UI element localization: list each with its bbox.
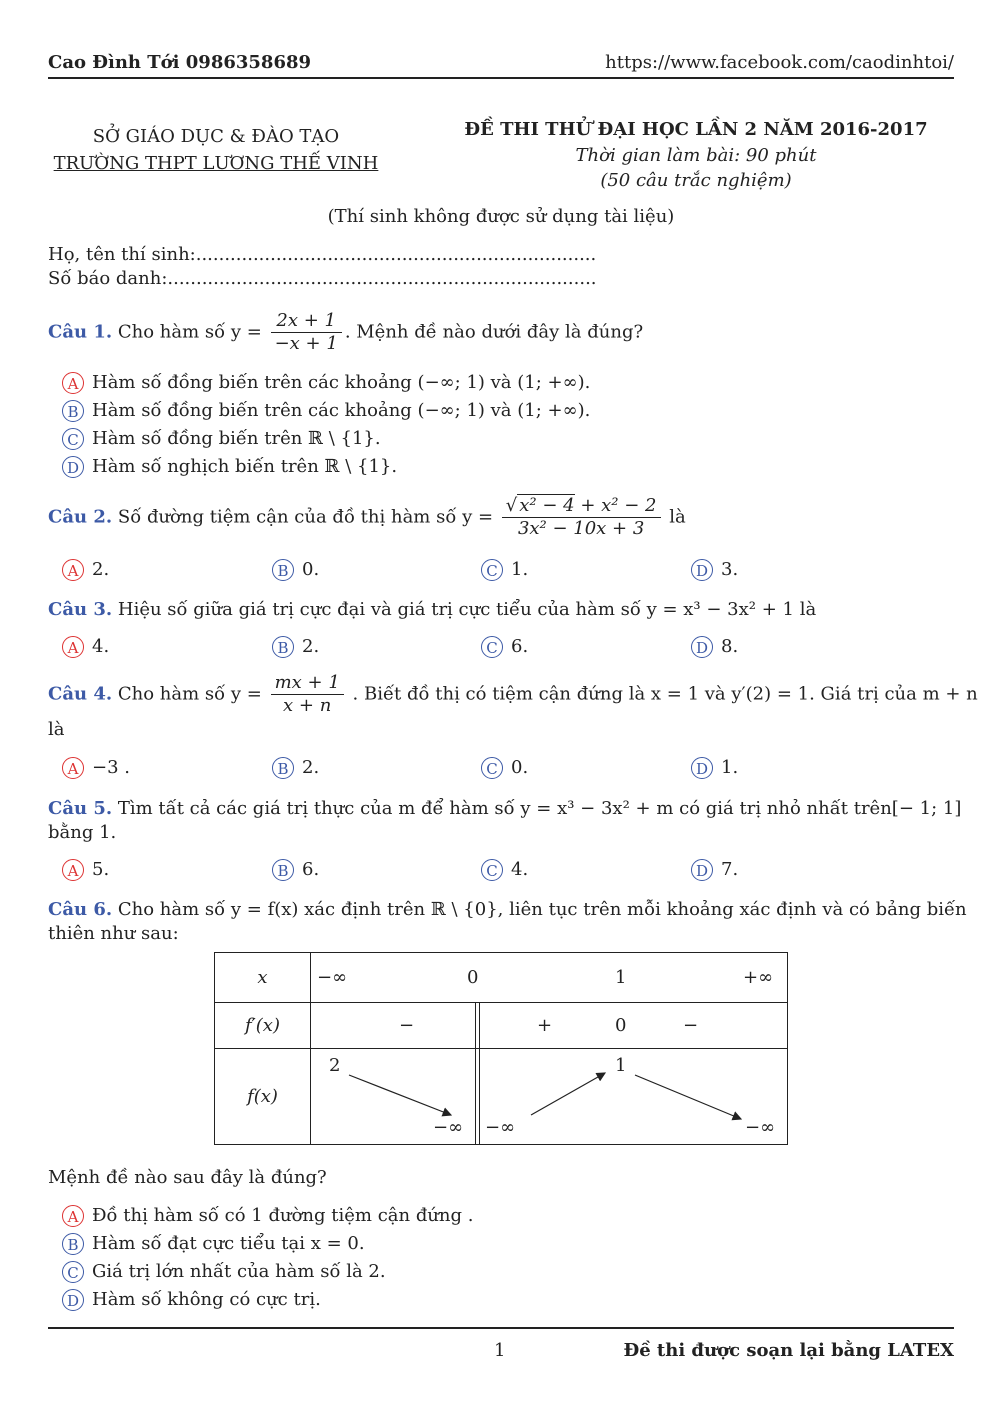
question-text: Cho hàm số y =	[117, 683, 262, 705]
q6-option-d[interactable]	[62, 1288, 321, 1312]
option-text: 6.	[511, 636, 529, 657]
question-6-continued: thiên như sau:	[48, 923, 179, 944]
question-6-prompt: Mệnh đề nào sau đây là đúng?	[48, 1167, 327, 1188]
question-2	[48, 495, 686, 540]
option-text: 2.	[302, 636, 320, 657]
option-letter: B	[62, 400, 84, 422]
question-text: . Biết đồ thị có tiệm cận đứng là x = 1 và y′(2) = 1. Giá trị của m + n	[352, 683, 978, 705]
question-text: là	[669, 506, 686, 528]
option-text: Hàm số đồng biến trên ℝ \ {1}.	[92, 428, 381, 449]
option-text: 6.	[302, 859, 320, 880]
sign-minus: −	[399, 1015, 415, 1036]
q3-option-c[interactable]	[481, 635, 528, 659]
header-rule	[48, 77, 954, 79]
option-text: Đồ thị hàm số có 1 đường tiệm cận đứng .	[92, 1205, 474, 1226]
question-text: . Mệnh đề nào dưới đây là đúng?	[344, 321, 644, 343]
x-values-row	[311, 953, 788, 1003]
q6-option-a[interactable]	[62, 1204, 474, 1228]
option-text: 1.	[511, 559, 529, 580]
option-text: Hàm số đồng biến trên các khoảng (−∞; 1) và (1; +∞).	[92, 372, 591, 393]
fraction	[271, 672, 344, 717]
numerator: √ x² − 4 + x² − 2	[502, 495, 661, 518]
question-1	[48, 310, 643, 355]
option-text: Giá trị lớn nhất của hàm số là 2.	[92, 1261, 386, 1282]
question-4-continued: là	[48, 719, 65, 740]
q1-option-b[interactable]	[62, 399, 590, 423]
x-pos-infinity: +∞	[743, 967, 774, 988]
question-5	[48, 797, 961, 821]
option-text: 1.	[721, 757, 739, 778]
f-value-two: 2	[329, 1055, 341, 1076]
q1-option-d[interactable]	[62, 455, 397, 479]
option-letter: A	[62, 636, 84, 658]
sqrt-radicand: x² − 4	[519, 495, 575, 516]
denominator: 3x² − 10x + 3	[517, 518, 645, 539]
option-letter: B	[272, 559, 294, 581]
q5-option-b[interactable]	[272, 858, 319, 882]
question-3	[48, 598, 816, 622]
arrow-up	[531, 1073, 605, 1115]
variation-table	[214, 952, 788, 1145]
option-text: Hàm số không có cực trị.	[92, 1289, 321, 1310]
q3-option-b[interactable]	[272, 635, 319, 659]
option-text: 5.	[92, 859, 110, 880]
variation-arrows	[311, 1049, 787, 1145]
q4-option-c[interactable]	[481, 756, 528, 780]
q3-option-d[interactable]	[691, 635, 738, 659]
school-department: SỞ GIÁO DỤC & ĐÀO TẠO	[92, 126, 340, 147]
question-5-continued: bằng 1.	[48, 822, 117, 843]
option-letter: B	[272, 757, 294, 779]
option-letter: A	[62, 859, 84, 881]
denominator: −x + 1	[274, 333, 338, 354]
footer-rule	[48, 1327, 954, 1329]
option-text: 0.	[511, 757, 529, 778]
x-zero: 0	[467, 967, 479, 988]
q6-option-c[interactable]	[62, 1260, 386, 1284]
q2-option-b[interactable]	[272, 558, 319, 582]
option-letter: C	[481, 757, 503, 779]
option-letter: D	[691, 636, 713, 658]
question-label: Câu 2.	[48, 506, 113, 528]
option-letter: A	[62, 1205, 84, 1227]
x-label: x	[215, 953, 311, 1003]
option-text: 2.	[92, 559, 110, 580]
q5-option-a[interactable]	[62, 858, 109, 882]
option-text: 4.	[511, 859, 529, 880]
function-row	[311, 1049, 788, 1145]
option-letter: B	[272, 859, 294, 881]
option-text: 8.	[721, 636, 739, 657]
option-text: Hàm số nghịch biến trên ℝ \ {1}.	[92, 456, 398, 477]
option-letter: D	[691, 859, 713, 881]
fraction	[502, 495, 661, 540]
question-4	[48, 672, 978, 717]
numerator-rest: + x² − 2	[574, 495, 657, 516]
q1-option-c[interactable]	[62, 427, 381, 451]
f-value-neg-inf: −∞	[745, 1117, 776, 1138]
q4-option-b[interactable]	[272, 756, 319, 780]
option-text: 4.	[92, 636, 110, 657]
derivative-label: f′(x)	[215, 1003, 311, 1049]
option-text: 7.	[721, 859, 739, 880]
question-label: Câu 1.	[48, 321, 113, 343]
option-text: −3 .	[92, 757, 130, 778]
option-letter: C	[481, 559, 503, 581]
exam-page	[48, 0, 978, 1415]
numerator: mx + 1	[271, 672, 344, 695]
question-text: Cho hàm số y = f(x) xác định trên ℝ \ {0}, liên tục trên mỗi khoảng xác định và có bảng biến	[117, 899, 967, 920]
option-letter: C	[481, 859, 503, 881]
option-letter: D	[691, 757, 713, 779]
option-letter: D	[62, 456, 84, 478]
question-text: Cho hàm số y =	[117, 321, 262, 343]
exam-question-count: (50 câu trắc nghiệm)	[600, 170, 792, 191]
arrow-down-1	[349, 1075, 451, 1115]
f-value-neg-inf: −∞	[433, 1117, 464, 1138]
q1-option-a[interactable]	[62, 371, 590, 395]
author-header: Cao Đình Tới 0986358689	[48, 52, 312, 73]
sign-plus: +	[537, 1015, 553, 1036]
option-text: 2.	[302, 757, 320, 778]
derivative-zero: 0	[615, 1015, 627, 1036]
option-letter: A	[62, 372, 84, 394]
option-letter: B	[272, 636, 294, 658]
page-number: 1	[494, 1340, 506, 1361]
question-text: Tìm tất cả các giá trị thực của m để hàm số y = x³ − 3x² + m có giá trị nhỏ nhất trên[− 1; 1]	[117, 798, 962, 819]
exam-time: Thời gian làm bài: 90 phút	[575, 145, 817, 166]
q4-option-d[interactable]	[691, 756, 738, 780]
q2-option-d[interactable]	[691, 558, 738, 582]
numerator: 2x + 1	[271, 310, 342, 333]
option-letter: A	[62, 559, 84, 581]
f-value-one: 1	[615, 1055, 627, 1076]
question-label: Câu 6.	[48, 899, 113, 920]
candidate-name-line: Họ, tên thí sinh:......................................................................	[48, 244, 597, 265]
question-text: Số đường tiệm cận của đồ thị hàm số y =	[117, 506, 494, 528]
option-letter: C	[62, 428, 84, 450]
f-value-neg-inf: −∞	[485, 1117, 516, 1138]
fraction	[271, 310, 342, 355]
option-letter: C	[62, 1261, 84, 1283]
option-text: 0.	[302, 559, 320, 580]
option-letter: B	[62, 1233, 84, 1255]
footer-credit: Đề thi được soạn lại bằng LATEX	[623, 1340, 954, 1361]
x-one: 1	[615, 967, 627, 988]
option-text: Hàm số đồng biến trên các khoảng (−∞; 1) và (1; +∞).	[92, 400, 591, 421]
exam-title: ĐỀ THI THỬ ĐẠI HỌC LẦN 2 NĂM 2016-2017	[464, 119, 928, 140]
q5-option-c[interactable]	[481, 858, 528, 882]
option-letter: D	[691, 559, 713, 581]
q2-option-c[interactable]	[481, 558, 528, 582]
q5-option-d[interactable]	[691, 858, 738, 882]
question-label: Câu 5.	[48, 798, 113, 819]
option-text: Hàm số đạt cực tiểu tại x = 0.	[92, 1233, 365, 1254]
denominator: x + n	[283, 695, 332, 716]
q6-option-b[interactable]	[62, 1232, 365, 1256]
arrow-down-2	[635, 1075, 741, 1119]
exam-note: (Thí sinh không được sử dụng tài liệu)	[327, 206, 675, 227]
function-label: f(x)	[215, 1049, 311, 1145]
x-neg-infinity: −∞	[317, 967, 348, 988]
q4-option-a[interactable]	[62, 756, 130, 780]
derivative-row	[311, 1003, 788, 1049]
question-6	[48, 898, 967, 922]
candidate-id-line: Số báo danh:...........................................................................	[48, 268, 597, 289]
option-letter: A	[62, 757, 84, 779]
facebook-link[interactable]: https://www.facebook.com/caodinhtoi/	[605, 52, 954, 73]
q3-option-a[interactable]	[62, 635, 109, 659]
option-letter: C	[481, 636, 503, 658]
undefined-bar	[475, 1003, 480, 1048]
option-letter: D	[62, 1289, 84, 1311]
question-text: Hiệu số giữa giá trị cực đại và giá trị cực tiểu của hàm số y = x³ − 3x² + 1 là	[117, 599, 817, 620]
sign-minus: −	[683, 1015, 699, 1036]
question-label: Câu 3.	[48, 599, 113, 620]
q2-option-a[interactable]	[62, 558, 109, 582]
question-label: Câu 4.	[48, 683, 113, 705]
option-text: 3.	[721, 559, 739, 580]
school-name: TRƯỜNG THPT LƯƠNG THẾ VINH	[53, 153, 379, 174]
